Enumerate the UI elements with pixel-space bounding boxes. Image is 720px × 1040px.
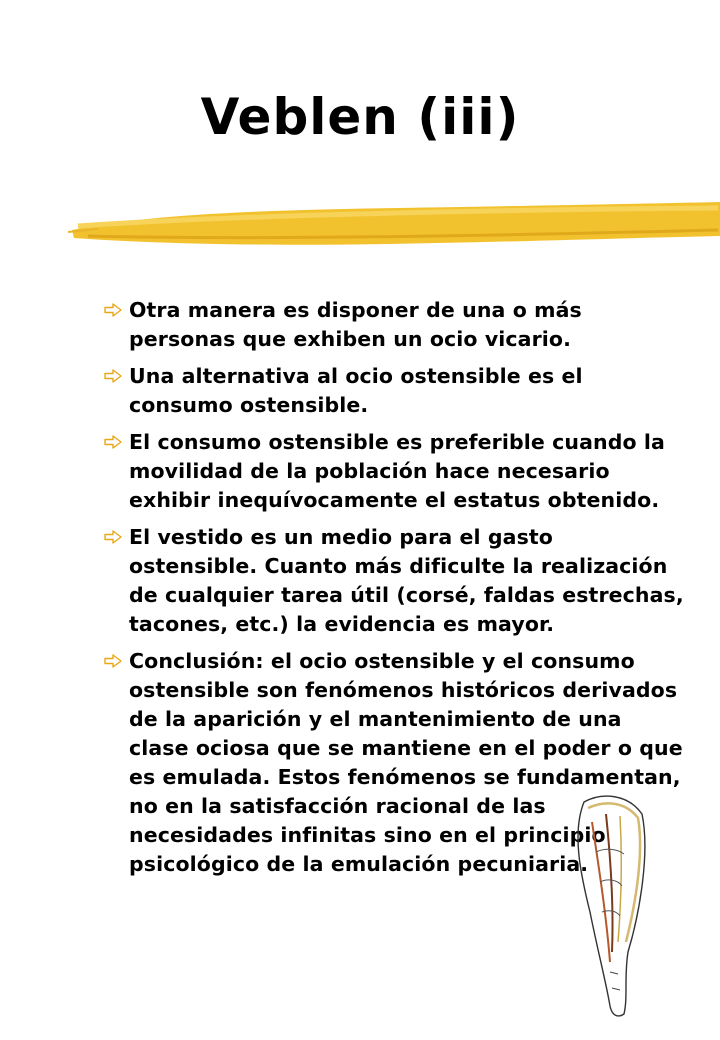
list-item xyxy=(104,362,684,420)
bullet-text: El vestido es un medio para el gasto ostensible. Cuanto más dificulte la realización de cualquier tarea útil (corsé, faldas estrechas, tacones, etc.) la evidencia es mayor. xyxy=(129,525,684,636)
bullet-text: Conclusión: el ocio ostensible y el consumo ostensible son fenómenos históricos derivados de la aparición y el mantenimiento de una clase ociosa que se mantiene en el poder o que es emulada. Estos fenómenos se fundamentan, no en la satisfacción racional de las necesidades infinitas sino en el principio psicológico de la emulación pecuniaria. xyxy=(129,649,683,876)
list-item xyxy=(104,296,684,354)
bullet-text: Otra manera es disponer de una o más personas que exhiben un ocio vicario. xyxy=(129,298,582,351)
arrow-bullet-icon xyxy=(104,435,122,449)
bullet-text: El consumo ostensible es preferible cuando la movilidad de la población hace necesario exhibir inequívocamente el estatus obtenido. xyxy=(129,430,665,512)
brush-stroke-divider xyxy=(68,196,720,252)
arrow-bullet-icon xyxy=(104,303,122,317)
list-item xyxy=(104,523,684,639)
list-item xyxy=(104,428,684,515)
arrow-bullet-icon xyxy=(104,369,122,383)
slide-title: Veblen (iii) xyxy=(200,88,520,146)
arrow-bullet-icon xyxy=(104,530,122,544)
sculpture-figure-illustration xyxy=(566,792,650,1018)
bullet-text: Una alternativa al ocio ostensible es el consumo ostensible. xyxy=(129,364,583,417)
arrow-bullet-icon xyxy=(104,654,122,668)
